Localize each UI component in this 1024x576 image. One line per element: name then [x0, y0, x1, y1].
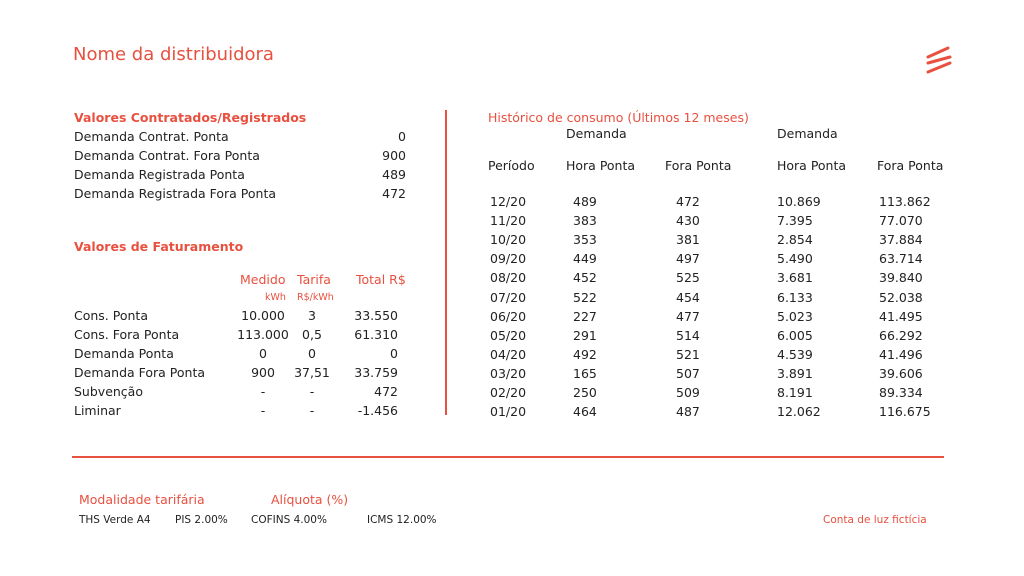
historico-cell: 10.869 — [777, 194, 821, 209]
historico-cell: 3.681 — [777, 270, 813, 286]
unit-tarifa: R$/kWh — [297, 292, 334, 303]
historico-cell: 353 — [573, 232, 597, 248]
historico-cell: 477 — [676, 308, 700, 324]
faturamento-medido: 900 — [251, 365, 275, 380]
page-title: Nome da distribuidora — [73, 44, 274, 65]
historico-cell: 39.840 — [879, 270, 923, 286]
faturamento-medido: 113.000 — [237, 327, 289, 342]
unit-medido: kWh — [265, 292, 286, 303]
historico-cell: 383 — [573, 213, 597, 229]
historico-cell: 3.891 — [777, 365, 813, 381]
contratados-heading: Valores Contratados/Registrados — [74, 110, 307, 125]
faturamento-total: 472 — [374, 384, 398, 399]
faturamento-medido: - — [260, 384, 266, 399]
historico-cell: 521 — [676, 346, 700, 362]
faturamento-total: 33.759 — [354, 365, 398, 380]
historico-cell: 430 — [676, 213, 700, 229]
historico-cell: 12.062 — [777, 404, 821, 420]
historico-cell: 39.606 — [879, 365, 923, 381]
contratados-label: Demanda Registrada Fora Ponta — [74, 186, 277, 201]
historico-cell: 7.395 — [777, 213, 813, 229]
historico-cell: 52.038 — [879, 289, 923, 305]
group-demanda-1: Demanda — [566, 126, 627, 141]
cofins-value: COFINS 4.00% — [251, 514, 327, 526]
faturamento-medido: 10.000 — [241, 308, 285, 323]
historico-cell: 514 — [676, 327, 700, 343]
contratados-label: Demanda Registrada Ponta — [74, 167, 245, 182]
historico-cell: 116.675 — [879, 404, 931, 420]
pis-value: PIS 2.00% — [175, 514, 228, 526]
historico-cell: 05/20 — [490, 327, 527, 343]
faturamento-label: Demanda Ponta — [74, 346, 174, 361]
horizontal-divider — [72, 456, 944, 458]
historico-cell: 507 — [676, 365, 700, 381]
contratados-value: 0 — [398, 129, 406, 144]
historico-cell: 04/20 — [490, 346, 527, 362]
historico-cell: 165 — [573, 365, 597, 381]
historico-column-header: Fora Ponta — [877, 158, 944, 173]
faturamento-label: Cons. Ponta — [74, 308, 148, 323]
faturamento-medido: 0 — [259, 346, 267, 361]
faturamento-total: 61.310 — [354, 327, 398, 342]
historico-column-header: Hora Ponta — [566, 158, 636, 173]
contratados-value: 900 — [382, 148, 406, 163]
historico-column-header: Período — [488, 158, 535, 173]
historico-cell: 10/20 — [490, 232, 527, 248]
historico-cell: 489 — [573, 194, 597, 209]
contratados-value: 472 — [382, 186, 406, 201]
historico-cell: 07/20 — [490, 289, 527, 305]
historico-cell: 02/20 — [490, 385, 527, 400]
historico-cell: 89.334 — [879, 385, 923, 400]
fictitious-note: Conta de luz fictícia — [823, 514, 927, 526]
historico-cell: 6.133 — [777, 289, 813, 305]
historico-cell: 5.023 — [777, 308, 813, 324]
icms-value: ICMS 12.00% — [367, 514, 437, 526]
historico-cell: 09/20 — [490, 251, 527, 267]
historico-cell: 4.539 — [777, 346, 813, 362]
historico-cell: 472 — [676, 194, 700, 209]
historico-cell: 487 — [676, 404, 700, 420]
faturamento-tarifa: 0,5 — [302, 327, 322, 342]
contratados-label: Demanda Contrat. Fora Ponta — [74, 148, 260, 163]
historico-cell: 8.191 — [777, 385, 813, 400]
faturamento-heading: Valores de Faturamento — [74, 239, 244, 254]
historico-cell: 06/20 — [490, 308, 527, 324]
historico-cell: 41.496 — [879, 346, 923, 362]
faturamento-tarifa: 37,51 — [294, 365, 330, 380]
col-total-header: Total R$ — [356, 272, 406, 287]
historico-cell: 454 — [676, 289, 700, 305]
striped-s-logo-icon — [924, 44, 954, 76]
historico-cell: 08/20 — [490, 270, 527, 286]
historico-cell: 452 — [573, 270, 597, 286]
historico-cell: 525 — [676, 270, 700, 286]
vertical-divider — [445, 110, 447, 415]
historico-cell: 381 — [676, 232, 700, 248]
faturamento-medido: - — [260, 403, 266, 418]
aliquota-label: Alíquota (%) — [271, 492, 349, 507]
historico-cell: 492 — [573, 346, 597, 362]
historico-cell: 66.292 — [879, 327, 923, 343]
historico-cell: 2.854 — [777, 232, 813, 248]
historico-cell: 449 — [573, 251, 597, 267]
historico-cell: 01/20 — [490, 404, 527, 420]
historico-cell: 41.495 — [879, 308, 923, 324]
faturamento-label: Cons. Fora Ponta — [74, 327, 180, 342]
historico-cell: 509 — [676, 385, 700, 400]
historico-cell: 291 — [573, 327, 597, 343]
faturamento-total: -1.456 — [357, 403, 398, 418]
faturamento-tarifa: 3 — [308, 308, 316, 323]
col-tarifa-header: Tarifa — [297, 272, 331, 287]
faturamento-tarifa: 0 — [308, 346, 316, 361]
historico-cell: 113.862 — [879, 194, 931, 209]
col-medido-header: Medido — [240, 272, 286, 287]
faturamento-label: Subvenção — [74, 384, 143, 399]
historico-cell: 522 — [573, 289, 597, 305]
historico-cell: 6.005 — [777, 327, 813, 343]
historico-cell: 12/20 — [490, 194, 527, 209]
faturamento-total: 0 — [390, 346, 398, 361]
historico-heading: Histórico de consumo (Últimos 12 meses) — [488, 110, 749, 125]
historico-cell: 03/20 — [490, 365, 527, 381]
historico-cell: 77.070 — [879, 213, 923, 229]
contratados-value: 489 — [382, 167, 406, 182]
group-demanda-2: Demanda — [777, 126, 838, 141]
historico-column-header: Hora Ponta — [777, 158, 847, 173]
contratados-label: Demanda Contrat. Ponta — [74, 129, 229, 144]
historico-cell: 464 — [573, 404, 597, 420]
faturamento-tarifa: - — [309, 384, 315, 399]
historico-cell: 37.884 — [879, 232, 923, 248]
historico-cell: 497 — [676, 251, 700, 267]
historico-cell: 250 — [573, 385, 597, 400]
faturamento-label: Demanda Fora Ponta — [74, 365, 206, 380]
historico-cell: 11/20 — [490, 213, 527, 229]
historico-column-header: Fora Ponta — [665, 158, 732, 173]
historico-cell: 63.714 — [879, 251, 923, 267]
faturamento-total: 33.550 — [354, 308, 398, 323]
historico-cell: 227 — [573, 308, 597, 324]
modalidade-label: Modalidade tarifária — [79, 492, 205, 507]
modalidade-value: THS Verde A4 — [79, 514, 151, 526]
faturamento-tarifa: - — [309, 403, 315, 418]
historico-cell: 5.490 — [777, 251, 813, 267]
faturamento-label: Liminar — [74, 403, 121, 418]
